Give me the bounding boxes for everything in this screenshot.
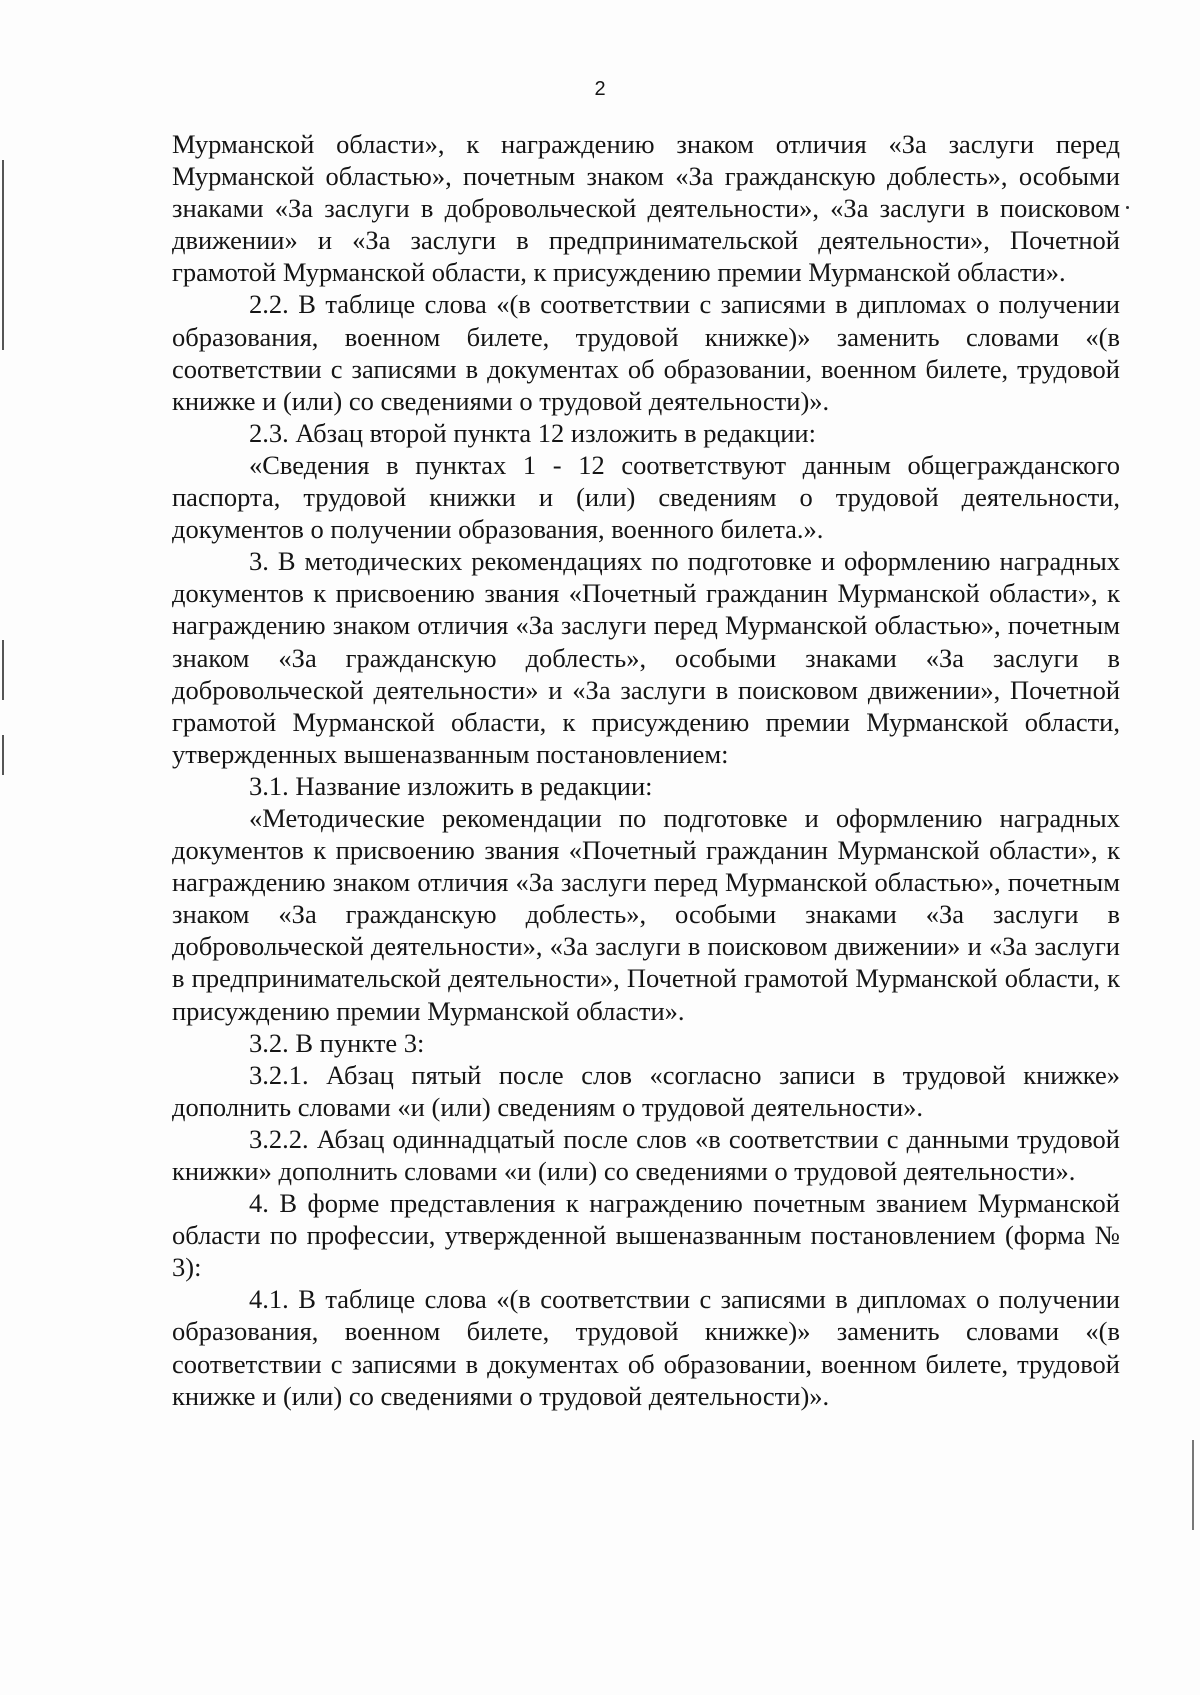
paragraph: 3.2.1. Абзац пятый после слов «согласно записи в трудовой книжке» дополнить словами «и (или) сведениям о трудовой деятельности». — [172, 1059, 1120, 1122]
paragraph: 4.1. В таблице слова «(в соответствии с записями в дипломах о получении образования, военном билете, трудовой книжке)» заменить словами «(в соответствии с записями в документах об образовании, военном билете, трудовой книжке и (или) со сведениями о трудовой деятельности)». — [172, 1284, 1120, 1411]
paragraph: «Методические рекомендации по подготовке и оформлению наградных документов к присвоению звания «Почетный гражданин Мурманской области», к награждению знаком отличия «За заслуги перед Мурманской областью», почетным знаком «За гражданскую доблесть», особыми знаками «За заслуги в добровольческой деятельности», «За заслуги в поисковом движении» и «За заслуги в предпринимательской деятельности», Почетной грамотой Мурманской области, к присуждению премии Мурманской области». — [172, 802, 1120, 1026]
document-body — [172, 128, 1120, 1412]
scan-edge-mark — [2, 160, 4, 350]
paragraph: 3.2.2. Абзац одиннадцатый после слов «в соответствии с данными трудовой книжки» дополнить словами «и (или) со сведениями о трудовой деятельности». — [172, 1123, 1120, 1186]
paragraph: 3.2. В пункте 3: — [249, 1027, 425, 1058]
paragraph: Мурманской области», к награждению знаком отличия «За заслуги перед Мурманской областью», почетным знаком «За гражданскую доблесть», особыми знаками «За заслуги в добровольческой деятельности», «За заслуги в поисковом движении» и «За заслуги в предпринимательской деятельности», Почетной грамотой Мурманской области, к присуждению премии Мурманской области». — [172, 129, 1120, 288]
paragraph: 3.1. Название изложить в редакции: — [249, 770, 653, 801]
scan-edge-mark — [1192, 1440, 1194, 1530]
paragraph: 3. В методических рекомендациях по подготовке и оформлению наградных документов к присвоению звания «Почетный гражданин Мурманской области», к награждению знаком отличия «За заслуги перед Мурманской областью», почетным знаком «За гражданскую доблесть», особыми знаками «За заслуги в добровольческой деятельности» и «За заслуги в поисковом движении», Почетной грамотой Мурманской области, к присуждению премии Мурманской области, утвержденных вышеназванным постановлением: — [172, 546, 1120, 769]
scan-speck — [1126, 206, 1129, 209]
paragraph: «Сведения в пунктах 1 - 12 соответствуют данным общегражданского паспорта, трудовой книжки и (или) сведениям о трудовой деятельности, документов о получении образования, военного билета.». — [172, 449, 1120, 545]
paragraph: 4. В форме представления к награждению почетным званием Мурманской области по профессии, утвержденной вышеназванным постановлением (форма № 3): — [172, 1188, 1120, 1283]
page-number: 2 — [594, 78, 606, 100]
scan-edge-mark — [2, 640, 4, 700]
paragraph: 2.2. В таблице слова «(в соответствии с записями в дипломах о получении образования, военном билете, трудовой книжке)» заменить словами «(в соответствии с записями в документах об образовании, военном билете, трудовой книжке и (или) со сведениями о трудовой деятельности)». — [172, 289, 1120, 416]
paragraph: 2.3. Абзац второй пункта 12 изложить в редакции: — [249, 417, 816, 448]
scan-edge-mark — [2, 735, 4, 775]
